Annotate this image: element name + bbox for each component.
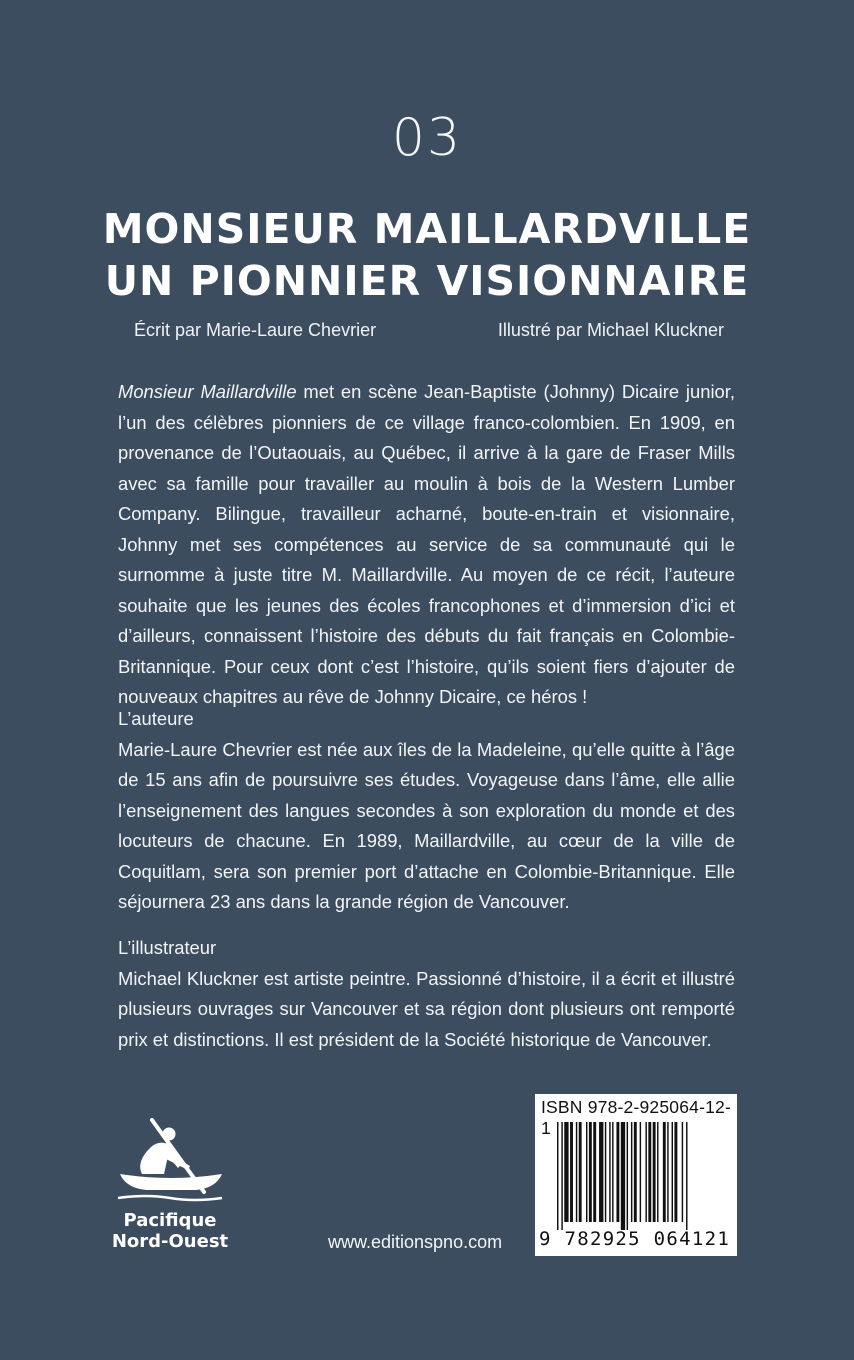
credit-illustrator: Illustré par Michael Kluckner <box>497 320 724 340</box>
barcode-bar <box>674 1122 677 1222</box>
book-title <box>0 203 854 307</box>
barcode-bar <box>627 1122 628 1230</box>
isbn-label: ISBN 978-2-925064-12-1 <box>541 1097 732 1138</box>
barcode-bar <box>557 1122 558 1230</box>
barcode-bar <box>667 1122 668 1222</box>
barcode-bar <box>621 1122 625 1230</box>
website-link[interactable]: www.editionspno.com <box>328 1232 503 1252</box>
barcode-bar <box>564 1122 568 1222</box>
barcode-bar <box>686 1122 687 1230</box>
barcode-bar <box>640 1122 641 1222</box>
author-heading: L’auteure <box>118 708 194 729</box>
barcode-bar <box>579 1122 582 1222</box>
barcode-bar <box>631 1122 632 1222</box>
barcode-bar <box>599 1122 603 1222</box>
barcode-bar <box>657 1122 658 1222</box>
barcode-bar <box>645 1122 646 1222</box>
barcode-bar <box>609 1122 610 1222</box>
publisher-name-line-2: Nord-Ouest <box>111 1231 229 1252</box>
barcode-bar <box>634 1122 637 1222</box>
summary-book-title: Monsieur Maillardville <box>118 381 297 402</box>
barcode-bar <box>682 1122 683 1222</box>
credit-author: Écrit par Marie-Laure Chevrier <box>134 320 377 340</box>
barcode-bar <box>648 1122 651 1222</box>
illustrator-bio: Michael Kluckner est artiste peintre. Passionné d’histoire, il a écrit et illustré plusieurs ouvrages sur Vancouver et sa région dont plusieurs ont remporté prix et distinctions. Il est président de la Société historique de Vancouver. <box>118 967 735 1050</box>
barcode-bar <box>570 1122 573 1222</box>
publisher-name-line-1: Pacifique <box>123 1210 217 1231</box>
barcode-bar <box>589 1122 592 1222</box>
barcode-bar <box>576 1122 577 1222</box>
publisher-logo <box>104 1118 236 1254</box>
canoe-paddler-icon <box>112 1118 228 1204</box>
author-section <box>118 704 735 918</box>
barcode-bar <box>586 1122 587 1222</box>
illustrator-heading: L’illustrateur <box>118 937 217 958</box>
ean-digits: 9 782925 064121 <box>539 1228 731 1250</box>
series-number: 03 <box>391 108 463 168</box>
summary-paragraph <box>118 377 735 713</box>
title-line-1: MONSIEUR MAILLARDVILLE <box>102 205 752 253</box>
title-line-2: UN PIONNIER VISIONNAIRE <box>104 257 750 305</box>
barcode-bar <box>663 1122 666 1222</box>
barcode-box <box>535 1094 737 1256</box>
barcode-bar <box>653 1122 656 1222</box>
barcode-bar <box>672 1122 673 1222</box>
barcode-bar <box>612 1122 613 1222</box>
barcode-bar <box>593 1122 596 1222</box>
barcode-bar <box>616 1122 619 1222</box>
barcode-bar <box>561 1122 562 1230</box>
summary-text: met en scène Jean-Baptiste (Johnny) Dicaire junior, l’un des célèbres pionniers de ce village franco-colombien. En 1909, en provenance de l’Outaouais, au Québec, il arrive à la gare de Fraser Mills avec sa famille pour travailler au moulin à bois de la Western Lumber Company. Bilingue, travailleur acharné, boute-en-train et visionnaire, Johnny met ses compétences au service de sa communauté qui le surnomme à juste titre M. Maillardville. Au moyen de ce récit, l’auteure souhaite que les jeunes des écoles francophones et d’immersion d’ici et d’ailleurs, connaissent l’histoire des débuts du fait français en Colombie-Britannique. Pour ceux dont c’est l’histoire, qu’ils soient fiers d’ajouter de nouveaux chapitres au rêve de Johnny Dicaire, ce héros ! <box>118 381 736 707</box>
barcode-bar <box>605 1122 606 1222</box>
illustrator-section <box>118 933 735 1055</box>
barcode-bars <box>557 1122 727 1230</box>
author-bio: Marie-Laure Chevrier est née aux îles de la Madeleine, qu’elle quitte à l’âge de 15 ans afin de poursuivre ses études. Voyageuse dans l’âme, elle allie l’enseignement des langues secondes à son exploration du monde et des locuteurs de chacune. En 1989, Maillardville, au cœur de la ville de Coquitlam, sera son premier port d’attache en Colombie-Britannique. Elle séjournera 23 ans dans la grande région de Vancouver. <box>118 738 735 912</box>
